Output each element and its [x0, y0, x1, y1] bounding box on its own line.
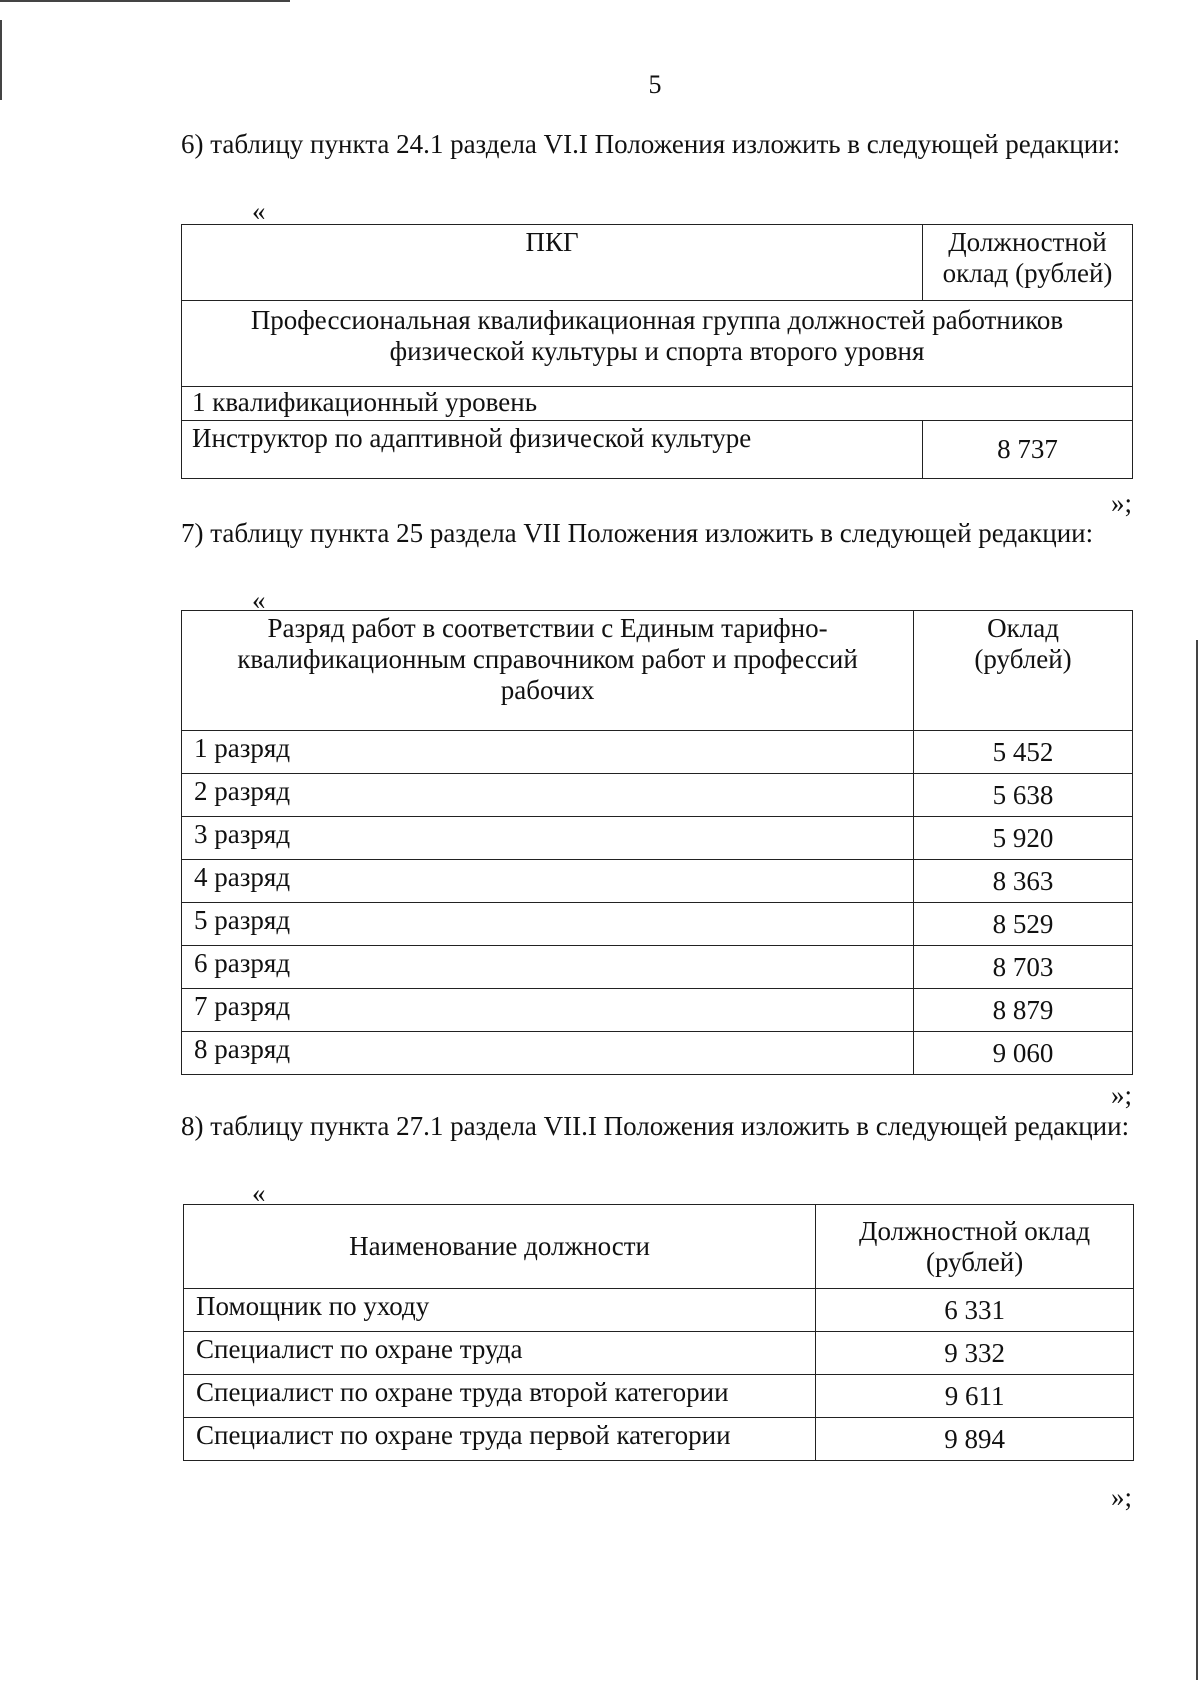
header-salary: Оклад (рублей) — [914, 611, 1133, 731]
header-salary: Должностной оклад (рублей) — [816, 1205, 1134, 1289]
table-header-row — [182, 611, 1133, 731]
section6-quote-close: »; — [1110, 488, 1132, 518]
position-name: Специалист по охране труда — [184, 1332, 816, 1375]
grade-name: 4 разряд — [182, 860, 914, 903]
table-row — [182, 421, 1133, 479]
table-row — [182, 903, 1133, 946]
grade-name: 3 разряд — [182, 817, 914, 860]
grade-salary: 8 529 — [914, 903, 1133, 946]
section8-quote-open: « — [252, 1178, 266, 1208]
position-name: Помощник по уходу — [184, 1289, 816, 1332]
grade-salary: 8 703 — [914, 946, 1133, 989]
grade-salary: 9 060 — [914, 1032, 1133, 1075]
grade-name: 2 разряд — [182, 774, 914, 817]
table-row — [184, 1418, 1134, 1461]
table-row — [182, 731, 1133, 774]
table-row — [184, 1332, 1134, 1375]
section6-quote-open: « — [252, 196, 266, 226]
grade-salary: 5 452 — [914, 731, 1133, 774]
grade-name: 1 разряд — [182, 731, 914, 774]
grade-name: 8 разряд — [182, 1032, 914, 1075]
section8-intro — [181, 1110, 1133, 1143]
page-number: 5 — [648, 70, 662, 99]
section6-intro — [181, 128, 1133, 161]
table-row — [182, 1032, 1133, 1075]
section6-table — [181, 224, 1133, 479]
grade-name: 7 разряд — [182, 989, 914, 1032]
grade-salary: 5 920 — [914, 817, 1133, 860]
position-name: Инструктор по адаптивной физической культуре — [182, 421, 923, 479]
table-row — [182, 774, 1133, 817]
table-row — [182, 989, 1133, 1032]
table-header-row — [182, 225, 1133, 301]
position-salary: 6 331 — [816, 1289, 1134, 1332]
scan-edge-right — [1196, 640, 1198, 1680]
position-name: Специалист по охране труда второй категории — [184, 1375, 816, 1418]
position-salary: 9 332 — [816, 1332, 1134, 1375]
header-grade: Разряд работ в соответствии с Единым тарифно-квалификационным справочником работ и профессий рабочих — [182, 611, 914, 731]
section8-quote-close: »; — [1110, 1482, 1132, 1512]
position-salary: 9 611 — [816, 1375, 1134, 1418]
section7-intro-text: 7) таблицу пункта 25 раздела VII Положения изложить в следующей редакции: — [181, 518, 1094, 548]
position-name: Специалист по охране труда первой категории — [184, 1418, 816, 1461]
grade-name: 5 разряд — [182, 903, 914, 946]
header-salary: Должностной оклад (рублей) — [923, 225, 1133, 301]
section7-quote-close: »; — [1110, 1080, 1132, 1110]
table-row — [184, 1289, 1134, 1332]
section8-table — [183, 1204, 1134, 1461]
grade-salary: 5 638 — [914, 774, 1133, 817]
table-row — [184, 1375, 1134, 1418]
level-row — [182, 387, 1133, 421]
scan-edge-top — [0, 0, 290, 2]
header-pkg: ПКГ — [182, 225, 923, 301]
group-row — [182, 301, 1133, 387]
position-salary: 9 894 — [816, 1418, 1134, 1461]
level-label: 1 квалификационный уровень — [182, 387, 1133, 421]
position-salary: 8 737 — [923, 421, 1133, 479]
section7-table — [181, 610, 1133, 1075]
grade-salary: 8 879 — [914, 989, 1133, 1032]
section7-intro — [181, 517, 1133, 550]
section7-quote-open: « — [252, 585, 266, 615]
table-header-row — [184, 1205, 1134, 1289]
table-row — [182, 817, 1133, 860]
grade-name: 6 разряд — [182, 946, 914, 989]
grade-salary: 8 363 — [914, 860, 1133, 903]
group-title: Профессиональная квалификационная группа должностей работников физической культуры и спорта второго уровня — [182, 301, 1133, 387]
section6-intro-text: 6) таблицу пункта 24.1 раздела VI.I Положения изложить в следующей редакции: — [181, 129, 1121, 159]
table-row — [182, 860, 1133, 903]
header-position: Наименование должности — [184, 1205, 816, 1289]
section8-intro-text: 8) таблицу пункта 27.1 раздела VII.I Положения изложить в следующей редакции: — [181, 1111, 1130, 1141]
table-row — [182, 946, 1133, 989]
